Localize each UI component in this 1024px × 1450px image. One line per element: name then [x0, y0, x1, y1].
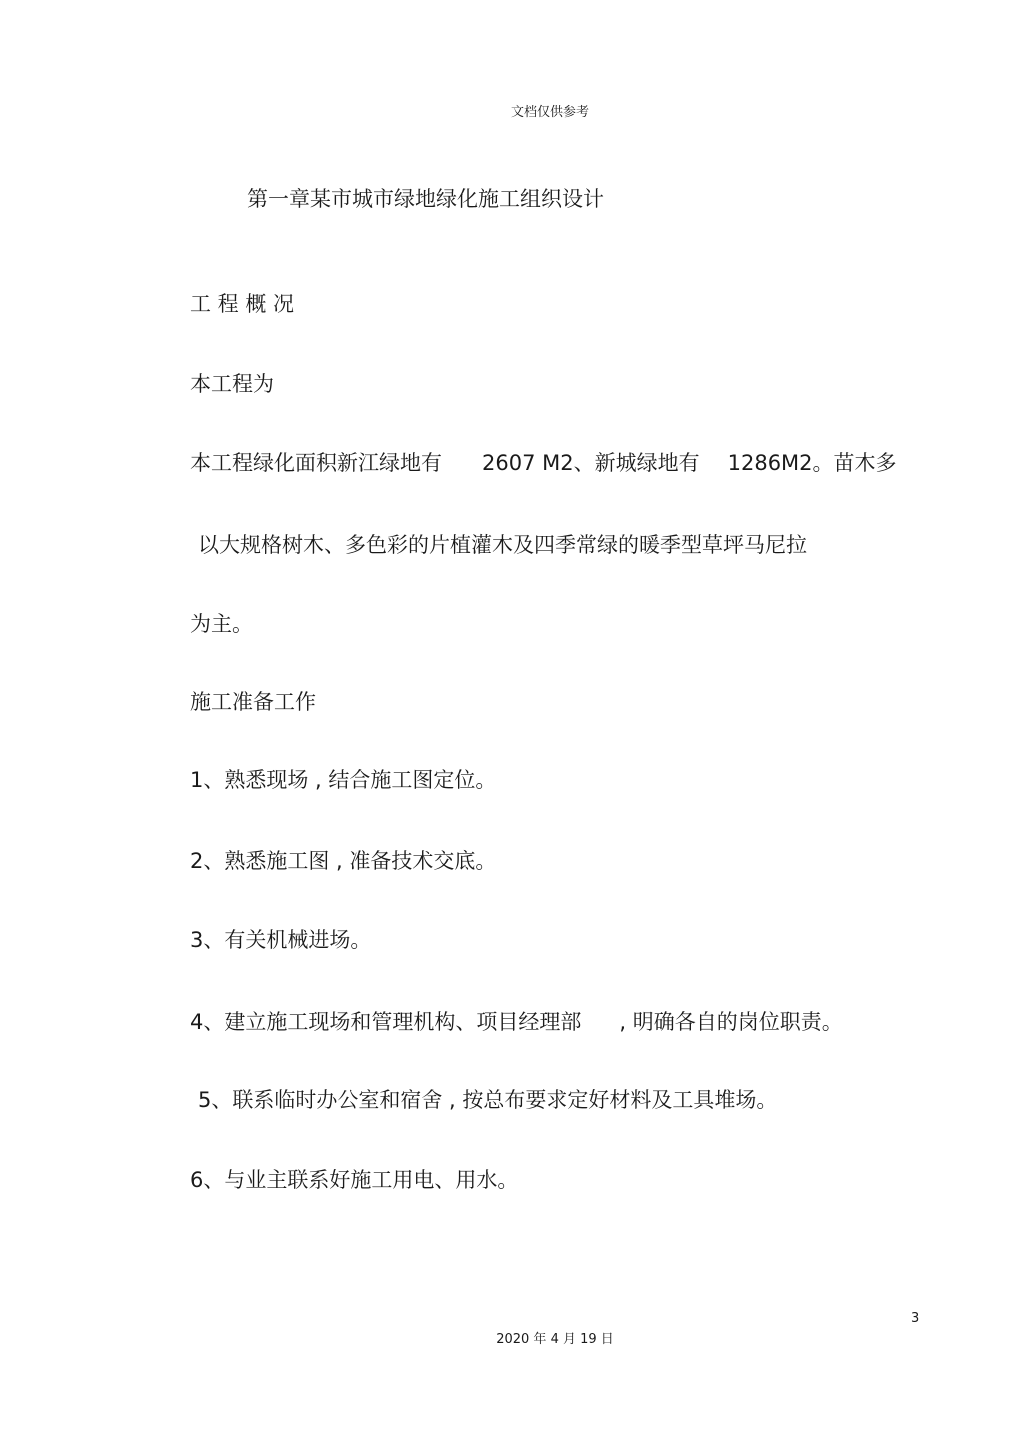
- green-area-text-2: 2607 M2、新城绿地有: [482, 451, 700, 475]
- green-area-text-1: 本工程绿化面积新江绿地有: [190, 451, 442, 475]
- list-item-4-text-2: , 明确各自的岗位职责。: [619, 1010, 843, 1034]
- list-item-3: 3、有关机械进场。: [190, 928, 372, 952]
- green-area-text-3: 1286M2。苗木多: [727, 451, 897, 475]
- list-item-4: [190, 1012, 843, 1033]
- header-note: 文档仅供参考: [510, 105, 589, 120]
- list-item-5: 5、联系临时办公室和宿舍 , 按总布要求定好材料及工具堆场。: [198, 1088, 778, 1112]
- list-item-6: 6、与业主联系好施工用电、用水。: [190, 1168, 519, 1192]
- paragraph-green-area: [190, 453, 897, 474]
- section-heading-overview: 工 程 概 况: [190, 292, 295, 316]
- list-item-2: 2、熟悉施工图 , 准备技术交底。: [190, 849, 497, 873]
- paragraph-project-intro: 本工程为: [190, 372, 274, 396]
- list-item-1: 1、熟悉现场 , 结合施工图定位。: [190, 768, 497, 792]
- page-number: 3: [911, 1311, 920, 1326]
- footer-date: 2020 年 4 月 19 日: [496, 1332, 614, 1347]
- paragraph-plants: 以大规格树木、多色彩的片植灌木及四季常绿的暖季型草坪马尼拉: [198, 533, 807, 557]
- paragraph-main: 为主。: [190, 612, 253, 636]
- section-heading-preparation: 施工准备工作: [190, 690, 316, 714]
- chapter-title: 第一章某市城市绿地绿化施工组织设计: [247, 187, 604, 211]
- list-item-4-text-1: 4、建立施工现场和管理机构、项目经理部: [190, 1010, 582, 1034]
